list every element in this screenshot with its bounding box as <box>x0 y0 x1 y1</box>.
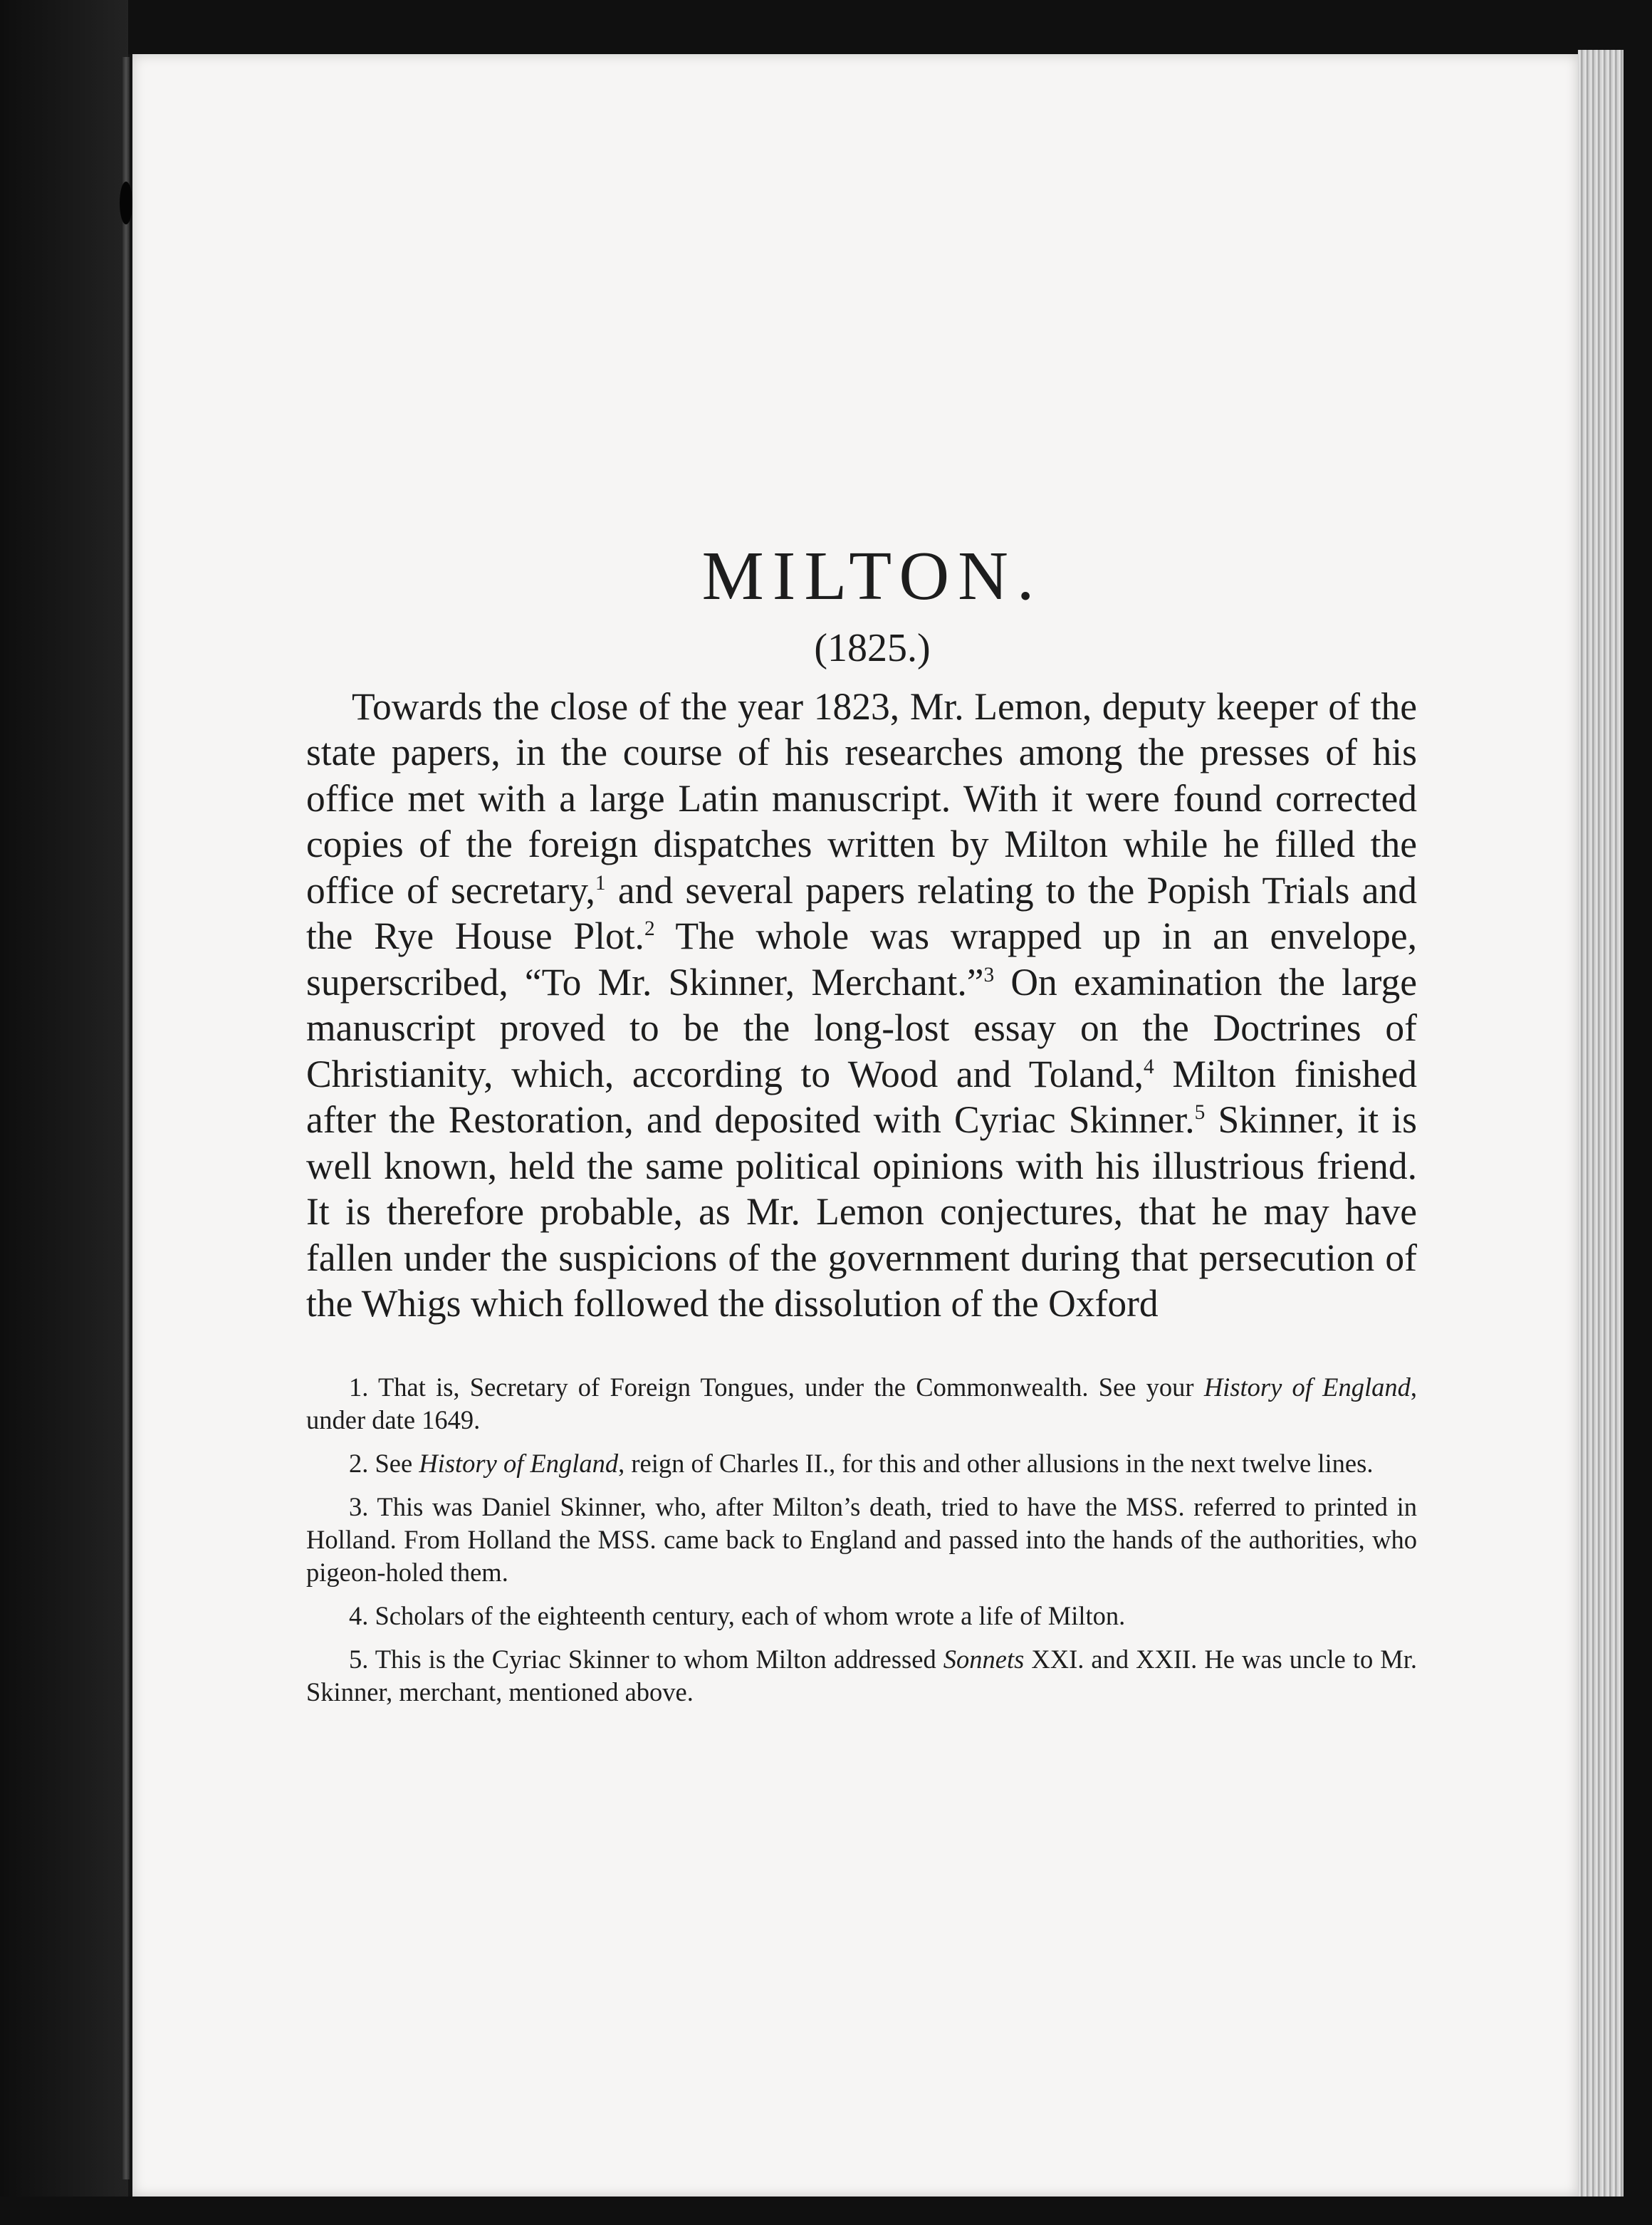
footnote <box>306 1491 1417 1589</box>
facing-page-gutter <box>0 0 128 2225</box>
essay-date: (1825.) <box>814 626 931 670</box>
footnote-text: XXI. and XXII. He was uncle to Mr. Skinner, merchant, mentioned above. <box>306 1644 1417 1706</box>
footnote-number: 1. <box>349 1372 369 1402</box>
body-text-1: Towards the close of the year 1823, Mr. Lemon, deputy keeper of the state papers, in the course of his researches among the presses of his office met with a large Latin manuscript. With it were found corrected copies of the foreign dispatches written by Milton while he filled the office of secretary, <box>306 684 1417 912</box>
page-edges <box>1578 50 1624 2201</box>
book-spine <box>122 57 130 2179</box>
footnote-text: , under date 1649. <box>306 1372 1417 1434</box>
footnote <box>306 1447 1417 1480</box>
body-text-3: The whole was wrapped up in an envelope, superscribed, “To Mr. Skinner, Merchant.” <box>306 915 1417 1004</box>
footnote-text: See <box>368 1448 419 1478</box>
footnote-text: Scholars of the eighteenth century, each of whom wrote a life of Milton. <box>368 1600 1126 1630</box>
footnote-number: 3. <box>349 1491 369 1521</box>
footnote-ref-4: 4 <box>1143 1055 1154 1078</box>
footnote <box>306 1371 1417 1437</box>
page-content <box>306 538 1417 1719</box>
footnote <box>306 1600 1417 1632</box>
footnote-text: This was Daniel Skinner, who, after Milton’s death, tried to have the MSS. referred to printed in Holland. From Holland the MSS. came back to England and passed into the hands of the authorities, who pigeon-holed them. <box>306 1491 1417 1587</box>
body-paragraph <box>306 684 1417 1327</box>
footnote-italic-title: History of England <box>1203 1372 1411 1402</box>
body-text-5: Milton finished after the Restoration, and deposited with Cyriac Skinner. <box>306 1052 1417 1142</box>
footnote-number: 5. <box>349 1644 369 1674</box>
footnote-text: That is, Secretary of Foreign Tongues, under the Commonwealth. See your <box>368 1372 1204 1402</box>
footnote-text: , reign of Charles II., for this and other allusions in the next twelve lines. <box>618 1448 1374 1478</box>
footnote-ref-1: 1 <box>595 871 606 895</box>
footnote-ref-2: 2 <box>644 917 655 941</box>
footnote-italic-title: Sonnets <box>943 1644 1025 1674</box>
footnote-italic-title: History of England <box>419 1448 619 1478</box>
essay-title: MILTON. <box>701 538 1043 615</box>
scan-border-right <box>1624 0 1652 2225</box>
body-text-6: Skinner, it is well known, held the same political opinions with his illustrious friend. It is therefore probable, as Mr. Lemon conjectures, that he may have fallen under the suspicions of the government during that persecution of the Whigs which followed the dissolution of the Oxford <box>306 1098 1417 1325</box>
footnote-number: 2. <box>349 1448 369 1478</box>
footnote-ref-3: 3 <box>983 963 995 986</box>
footnotes <box>306 1371 1417 1709</box>
body-text-4: On examination the large manuscript proved to be the long-lost essay on the Doctrines of Christianity, which, according to Wood and Toland, <box>306 960 1417 1095</box>
scan-border-bottom <box>0 2197 1652 2225</box>
binding-mark <box>120 182 132 224</box>
footnote-ref-5: 5 <box>1194 1101 1206 1125</box>
footnote-number: 4. <box>349 1600 369 1630</box>
footnote-text: This is the Cyriac Skinner to whom Milton addressed <box>368 1644 943 1674</box>
scan-border-top <box>0 0 1652 54</box>
body-text-2: and several papers relating to the Popish Trials and the Rye House Plot. <box>306 868 1417 958</box>
footnote <box>306 1643 1417 1709</box>
